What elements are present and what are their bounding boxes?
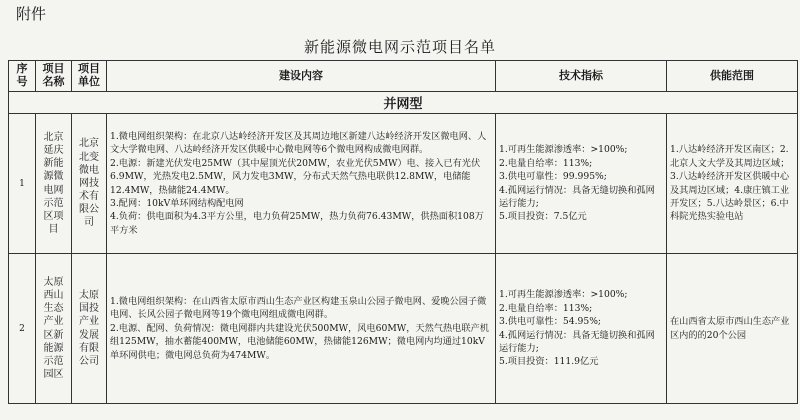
content-line: 3.配网：10kV单环网结构配电网 <box>110 197 244 209</box>
tech-line: 2.电量自给率：113%; <box>499 302 593 314</box>
project-table <box>8 60 798 404</box>
tech-line: 4.孤网运行情况：具备无缝切换和孤网运行能力; <box>499 329 655 354</box>
table-row <box>9 114 798 254</box>
project-name: 北京延庆新能源微电网示范区项目 <box>36 114 72 254</box>
row-number: 2 <box>9 254 36 404</box>
project-unit: 太原国投产业发展有限公司 <box>72 254 107 404</box>
supply-scope <box>667 254 798 404</box>
document-title: 新能源微电网示范项目名单 <box>303 38 496 56</box>
tech-line: 3.供电可靠性：99.995%; <box>499 171 607 183</box>
tech-line: 2.电量自给率：113%; <box>499 157 593 169</box>
content-line: 2.电源、配网、负荷情况：微电网群内共建设光伏500MW，风电60MW，天然气热电联产机组125MW，抽水蓄能400MW，电池储能60MW，热储能126MW；微电网内均通过10kV单环网供电；微电网总负荷为474MW。 <box>110 322 489 361</box>
technical-indicators <box>496 254 667 404</box>
construction-content <box>107 114 496 254</box>
header-row <box>9 61 798 92</box>
technical-indicators <box>496 114 667 254</box>
section-label: 并网型 <box>9 92 798 114</box>
tech-line: 1.可再生能源渗透率：>100%; <box>499 144 628 156</box>
content-line: 2.电源：新建光伏发电25MW（其中屋顶光伏20MW，农业光伏5MW）电、接入已有光伏6.9MW，光热发电2.5MW，风力发电3MW，分布式天然气热电联供12.8MW，电储能12.4MW，热储能24.4MW。 <box>110 157 481 196</box>
content-line: 1.微电网组织架构：在北京八达岭经济开发区及其周边地区新建八达岭经济开发区微电网、人文大学微电网、八达岭经济开发区供暖中心微电网等6个微电网构成微电网群。 <box>110 131 487 156</box>
header-unit: 项目单位 <box>72 61 107 92</box>
supply-scope <box>667 114 798 254</box>
construction-content <box>107 254 496 404</box>
row-number: 1 <box>9 114 36 254</box>
scope-text: 1.八达岭经济开发区南区；2.北京人文大学及其周边区域；3.八达岭经济开发区供暖中心及其周边区域；4.康庄镇工业开发区；5.八达岭景区；6.中科院光热实验电站 <box>670 144 790 223</box>
header-tech: 技术指标 <box>496 61 667 92</box>
project-unit: 北京北变微电网技术有限公司 <box>72 114 107 254</box>
content-line: 1.微电网组织架构：在山西省太原市西山生态产业区构建玉泉山公园子微电网、爱晚公园子微电网、长风公园子微电网等19个微电网组成微电网群。 <box>110 296 487 321</box>
content-line: 4.负荷：供电面积为4.3平方公里，电力负荷25MW，热力负荷76.43MW，供热面积108万平方米 <box>110 211 484 236</box>
section-row <box>9 92 798 114</box>
header-content: 建设内容 <box>107 61 496 92</box>
tech-line: 1.可再生能源渗透率：>100%; <box>499 289 628 301</box>
tech-line: 4.孤网运行情况：具备无缝切换和孤网运行能力; <box>499 184 655 209</box>
table-row <box>9 254 798 404</box>
project-name: 太原西山生态产业区新能源示范园区 <box>36 254 72 404</box>
tech-line: 3.供电可靠性：54.95%; <box>499 316 602 328</box>
tech-line: 5.项目投资：7.5亿元 <box>499 211 587 223</box>
header-no: 序号 <box>9 61 36 92</box>
scope-text: 在山西省太原市西山生态产业区内的的20个公园 <box>670 316 790 341</box>
attachment-label: 附件 <box>16 5 47 23</box>
tech-line: 5.项目投资：111.9亿元 <box>499 356 599 368</box>
header-scope: 供能范围 <box>667 61 798 92</box>
header-name: 项目名称 <box>36 61 72 92</box>
